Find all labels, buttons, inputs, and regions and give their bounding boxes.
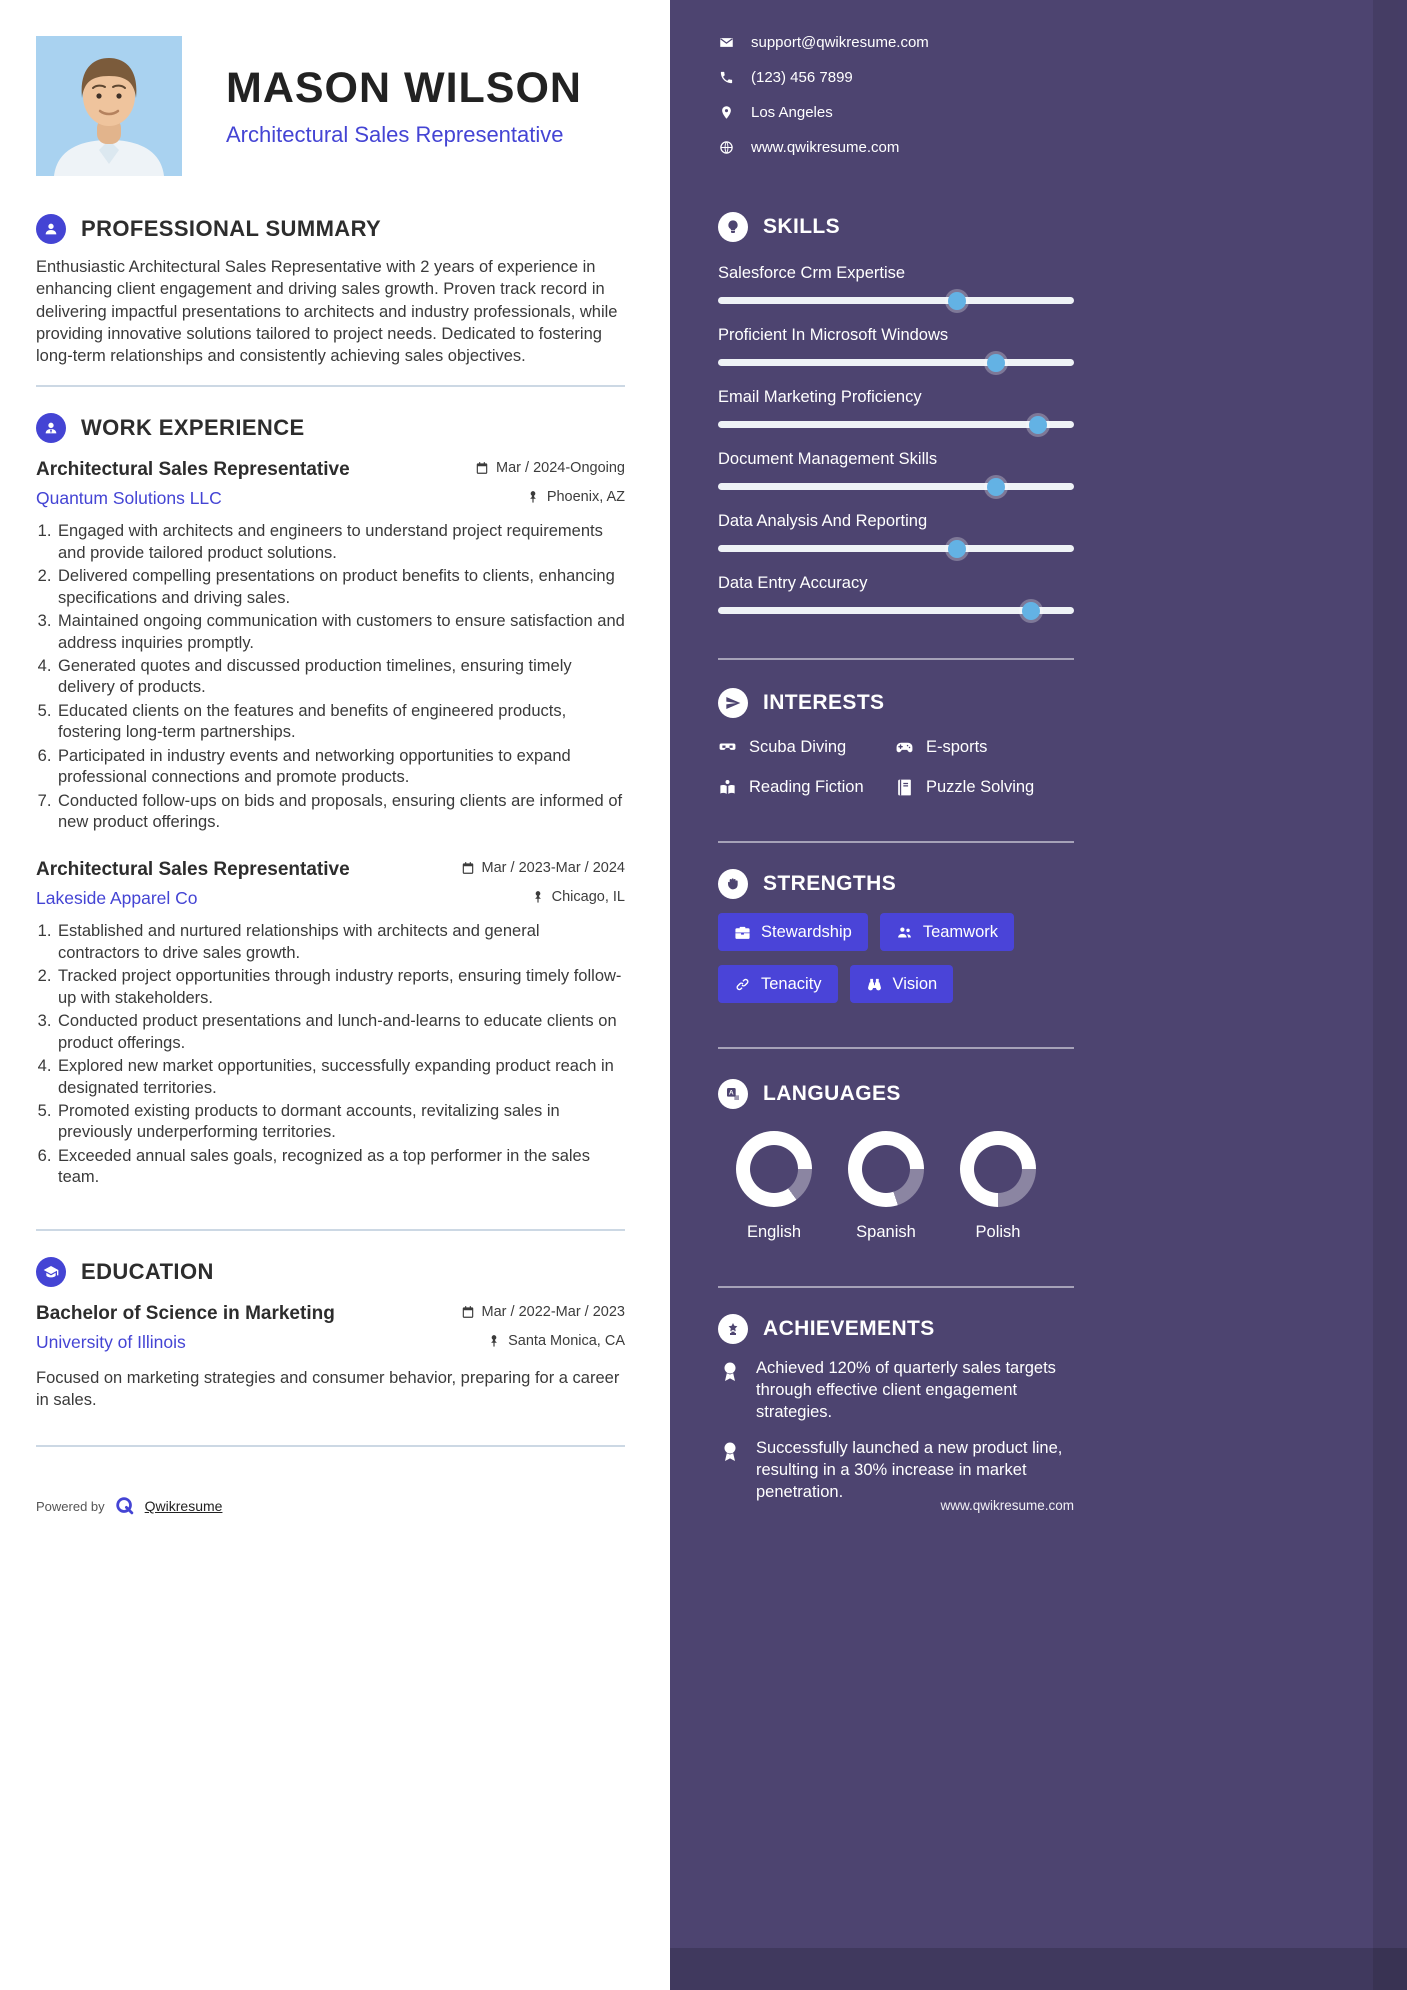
job-title-row — [36, 459, 625, 481]
lightbulb-icon — [718, 212, 748, 242]
identity-block — [226, 64, 582, 148]
sidebar-right-edge — [1373, 0, 1407, 1990]
link-icon — [734, 976, 751, 993]
book-reader-icon — [718, 778, 737, 797]
job-bullet: 2. Tracked project opportunities through industry reports, ensuring timely follow-up with stakeholders. — [56, 966, 625, 1009]
interests-section — [718, 688, 1074, 797]
job-entry — [36, 459, 625, 833]
skills-section-header — [718, 212, 1074, 242]
achievement-text: Successfully launched a new product line, resulting in a 30% increase in market penetration. — [756, 1438, 1063, 1501]
sidebar-divider — [718, 658, 1074, 660]
language-label: Polish — [975, 1223, 1021, 1241]
job-location — [526, 489, 625, 505]
education-description: Focused on marketing strategies and consumer behavior, preparing for a career in sales. — [36, 1368, 620, 1409]
section-divider — [36, 385, 625, 387]
user-tie-icon — [36, 413, 66, 443]
contact-email[interactable] — [718, 34, 1074, 51]
calendar-icon — [475, 461, 489, 475]
job-bullet: 3. Maintained ongoing communication with customers to ensure satisfaction and address inquiries promptly. — [56, 611, 625, 654]
contact-website[interactable] — [718, 139, 1074, 156]
job-title: Architectural Sales Representative — [36, 859, 350, 881]
strengths-section — [718, 869, 1074, 1003]
languages-section-header — [718, 1079, 1074, 1109]
summary-section — [36, 214, 625, 367]
sidebar-website[interactable]: www.qwikresume.com — [940, 1498, 1074, 1513]
globe-icon — [718, 140, 735, 155]
skill-slider-track — [718, 607, 1074, 614]
contact-location[interactable] — [718, 104, 1074, 121]
calendar-icon — [461, 1305, 475, 1319]
job-location-text: Phoenix, AZ — [546, 489, 625, 506]
language-item — [830, 1113, 942, 1242]
summary-text: Enthusiastic Architectural Sales Representative with 2 years of experience in enhancing client engagement and driving sales growth. Proven track record in delivering impactful presentations to architects and industry professionals, while providing innovative solutions tailored to project needs. Dedicated to fostering long-term relationships and consistently achieving sales objectives. — [36, 258, 618, 366]
skill-item — [718, 450, 1074, 490]
interest-label: Reading Fiction — [749, 778, 864, 796]
strength-vision[interactable] — [850, 965, 954, 1003]
strengths-section-header — [718, 869, 1074, 899]
skill-slider-handle[interactable] — [1029, 416, 1047, 434]
skill-item — [718, 388, 1074, 428]
job-dates — [461, 860, 625, 876]
education-section-header — [36, 1257, 625, 1287]
strength-label: Vision — [892, 974, 938, 993]
languages-section — [718, 1079, 1074, 1242]
skill-label: Proficient In Microsoft Windows — [718, 326, 949, 344]
briefcase-icon — [734, 924, 751, 941]
calendar-icon — [461, 861, 475, 875]
award-ribbon-icon — [718, 1440, 742, 1464]
job-bullet: 3. Conducted product presentations and lunch-and-learns to educate clients on product offerings. — [56, 1011, 625, 1054]
sidebar-divider — [718, 1047, 1074, 1049]
skills-heading: SKILLS — [763, 215, 841, 238]
job-bullet-list — [36, 921, 625, 1188]
graduation-icon — [36, 1257, 66, 1287]
contact-website-text: www.qwikresume.com — [751, 139, 900, 156]
job-bullet: 4. Generated quotes and discussed production timelines, ensuring timely delivery of products. — [56, 656, 625, 699]
skill-slider-handle[interactable] — [1022, 602, 1040, 620]
summary-heading: PROFESSIONAL SUMMARY — [81, 216, 382, 241]
translate-icon — [718, 1079, 748, 1109]
skill-item — [718, 326, 1074, 366]
job-bullet-list — [36, 521, 625, 833]
language-donut — [848, 1131, 924, 1207]
phone-icon — [718, 70, 735, 85]
strength-label: Tenacity — [761, 974, 822, 993]
contact-phone[interactable] — [718, 69, 1074, 86]
skill-slider-track — [718, 359, 1074, 366]
interest-label: E-sports — [926, 738, 988, 756]
skill-slider-handle[interactable] — [987, 478, 1005, 496]
language-item — [718, 1113, 830, 1242]
education-section — [36, 1257, 625, 1412]
job-location-text: Chicago, IL — [551, 889, 625, 906]
skills-section — [718, 212, 1074, 614]
experience-heading: WORK EXPERIENCE — [81, 415, 305, 441]
strengths-heading: STRENGTHS — [763, 872, 897, 895]
school-row — [36, 1332, 625, 1353]
education-dates-text: Mar / 2022-Mar / 2023 — [481, 1303, 625, 1320]
strength-label: Teamwork — [922, 922, 998, 941]
achievement-item — [718, 1358, 1074, 1424]
section-divider — [36, 1229, 625, 1231]
interest-item — [895, 778, 1074, 797]
job-bullet: 4. Explored new market opportunities, successfully expanding product reach in designated territories. — [56, 1056, 625, 1099]
journal-icon — [895, 778, 914, 797]
language-donut — [960, 1131, 1036, 1207]
language-item — [942, 1113, 1054, 1242]
interest-label: Puzzle Solving — [926, 778, 1035, 796]
job-company-row — [36, 888, 625, 909]
paper-plane-icon — [718, 688, 748, 718]
profile-photo — [36, 36, 182, 176]
svg-text:A: A — [728, 1089, 734, 1097]
scuba-mask-icon — [718, 738, 737, 757]
trophy-icon — [718, 1314, 748, 1344]
achievements-section-header — [718, 1314, 1074, 1344]
job-title-row — [36, 859, 625, 881]
job-bullet: 6. Exceeded annual sales goals, recognized as a top performer in the sales team. — [56, 1146, 625, 1189]
skill-item — [718, 264, 1074, 304]
sidebar-content — [718, 34, 1074, 1504]
degree-title: Bachelor of Science in Marketing — [36, 1302, 335, 1324]
job-dates-text: Mar / 2024-Ongoing — [496, 460, 625, 477]
strength-teamwork[interactable] — [880, 913, 1014, 951]
job-entry — [36, 859, 625, 1188]
sidebar-divider — [718, 1286, 1074, 1288]
skill-item — [718, 512, 1074, 552]
email-icon — [718, 35, 735, 50]
interest-label: Scuba Diving — [749, 738, 847, 756]
education-entry — [36, 1303, 625, 1412]
interest-item — [718, 738, 895, 757]
map-marker-icon — [718, 105, 735, 120]
person-name: MASON WILSON — [226, 64, 582, 112]
languages-heading: LANGUAGES — [763, 1082, 901, 1105]
skill-slider-track — [718, 483, 1074, 490]
sidebar — [670, 0, 1407, 1990]
skills-list — [718, 264, 1074, 614]
main-column — [0, 0, 670, 1990]
education-dates — [461, 1304, 625, 1320]
job-bullet: 6. Participated in industry events and networking opportunities to expand professional connections and promote products. — [56, 746, 625, 789]
job-dates-text: Mar / 2023-Mar / 2024 — [481, 860, 625, 877]
header — [36, 36, 625, 176]
section-divider — [36, 1445, 625, 1447]
fist-icon — [718, 869, 748, 899]
interest-item — [895, 738, 1074, 757]
avatar-illustration — [36, 36, 182, 176]
experience-section — [36, 413, 625, 1188]
qwikresume-link[interactable]: Qwikresume — [144, 1498, 223, 1515]
job-bullet: 5. Educated clients on the features and benefits of engineered products, fostering long-term partnerships. — [56, 701, 625, 744]
skill-label: Email Marketing Proficiency — [718, 388, 922, 406]
sidebar-bottom-edge — [670, 1948, 1407, 1990]
skill-slider-track — [718, 421, 1074, 428]
sidebar-divider — [718, 841, 1074, 843]
skill-label: Data Entry Accuracy — [718, 574, 868, 592]
strength-stewardship[interactable] — [718, 913, 868, 951]
skill-item — [718, 574, 1074, 614]
achievement-item — [718, 1438, 1074, 1504]
pushpin-icon — [526, 490, 540, 504]
company-link[interactable]: Quantum Solutions LLC — [36, 488, 222, 509]
award-ribbon-icon — [718, 1360, 742, 1384]
job-location — [531, 889, 625, 905]
contact-email-text: support@qwikresume.com — [751, 34, 929, 51]
gamepad-icon — [895, 738, 914, 757]
company-link[interactable]: Lakeside Apparel Co — [36, 888, 198, 909]
job-dates — [475, 460, 625, 476]
interests-heading: INTERESTS — [763, 691, 885, 714]
contact-phone-text: (123) 456 7899 — [751, 69, 853, 86]
achievements-heading: ACHIEVEMENTS — [763, 1317, 935, 1340]
language-donut — [736, 1131, 812, 1207]
job-bullet: 1. Established and nurtured relationships with architects and general contractors to drive sales growth. — [56, 921, 625, 964]
qwikresume-logo-icon — [114, 1495, 136, 1517]
pushpin-icon — [487, 1334, 501, 1348]
binoculars-icon — [866, 976, 883, 993]
skill-label: Document Management Skills — [718, 450, 938, 468]
skill-label: Salesforce Crm Expertise — [718, 264, 906, 282]
language-label: English — [746, 1223, 802, 1241]
skill-slider-handle[interactable] — [948, 540, 966, 558]
education-location-text: Santa Monica, CA — [508, 1332, 625, 1349]
education-heading: EDUCATION — [81, 1258, 214, 1284]
skill-label: Data Analysis And Reporting — [718, 512, 928, 530]
contact-location-text: Los Angeles — [751, 104, 833, 121]
experience-section-header — [36, 413, 625, 443]
job-bullet: 1. Engaged with architects and engineers to understand project requirements and provide tailored product solutions. — [56, 521, 625, 564]
summary-section-header — [36, 214, 625, 244]
powered-by-label: Powered by — [36, 1498, 105, 1514]
school-link[interactable]: University of Illinois — [36, 1331, 186, 1352]
job-bullet: 7. Conducted follow-ups on bids and proposals, ensuring clients are informed of new product offerings. — [56, 791, 625, 834]
skill-slider-track — [718, 545, 1074, 552]
skill-slider-handle[interactable] — [987, 354, 1005, 372]
interests-section-header — [718, 688, 1074, 718]
strengths-list — [718, 913, 1074, 1003]
strength-tenacity[interactable] — [718, 965, 838, 1003]
user-icon — [36, 214, 66, 244]
skill-slider-track — [718, 297, 1074, 304]
skill-slider-handle[interactable] — [948, 292, 966, 310]
job-bullet: 2. Delivered compelling presentations on product benefits to clients, enhancing specifications and driving sales. — [56, 566, 625, 609]
powered-by — [36, 1495, 625, 1517]
achievement-text: Achieved 120% of quarterly sales targets through effective client engagement strategies. — [756, 1359, 1056, 1421]
interests-grid — [718, 738, 1074, 797]
strength-label: Stewardship — [761, 922, 852, 941]
interest-item — [718, 778, 895, 797]
job-title: Architectural Sales Representative — [36, 459, 350, 481]
achievements-section — [718, 1314, 1074, 1504]
job-bullet: 5. Promoted existing products to dormant accounts, revitalizing sales in previously underperforming territories. — [56, 1101, 625, 1144]
education-location — [487, 1333, 625, 1349]
users-icon — [896, 924, 913, 941]
language-label: Spanish — [856, 1223, 916, 1241]
degree-row — [36, 1303, 625, 1325]
languages-list — [718, 1113, 1074, 1242]
job-company-row — [36, 488, 625, 509]
person-title: Architectural Sales Representative — [226, 122, 564, 147]
pushpin-icon — [531, 890, 545, 904]
